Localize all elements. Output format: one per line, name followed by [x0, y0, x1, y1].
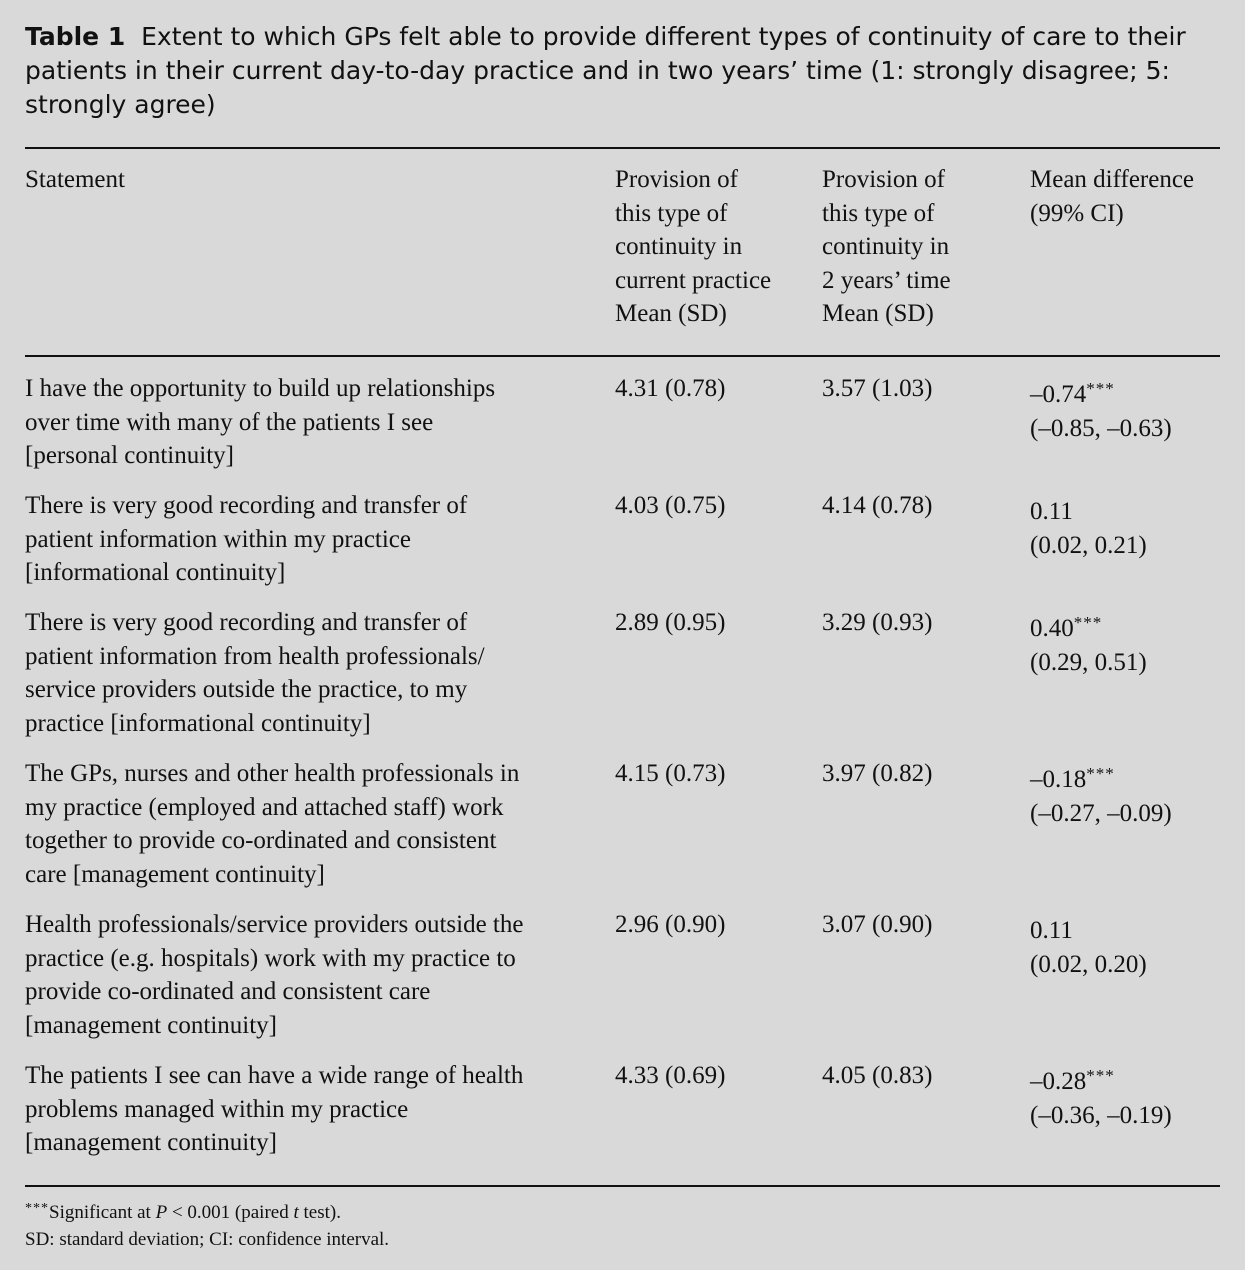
- row-4-sig-marker: ***: [1086, 764, 1115, 783]
- row-1-future: 3.57 (1.03): [822, 375, 933, 402]
- footnote-significance: [25, 1195, 1220, 1226]
- footnote-sig-end: test).: [298, 1202, 341, 1223]
- row-5-current: 2.96 (0.90): [615, 911, 726, 938]
- table-caption-text: Extent to which GPs felt able to provide different types of continuity of care to their patients in their current day-to-day practice and in two years’ time (1: strongly disagree; 5: strongly agree): [25, 22, 1186, 119]
- row-3-ci: (0.29, 0.51): [1030, 648, 1147, 676]
- row-6-current: 4.33 (0.69): [615, 1062, 726, 1089]
- row-3-future: 3.29 (0.93): [822, 609, 933, 636]
- row-4-difference: [1030, 757, 1220, 830]
- header-statement: Statement: [25, 166, 125, 193]
- header-current: Provision of this type of continuity in current practice Mean (SD): [615, 166, 772, 327]
- header-future: Provision of this type of continuity in 2 years’ time Mean (SD): [822, 166, 951, 327]
- row-4-diff-value: –0.18: [1030, 766, 1087, 793]
- row-1-diff-value: –0.74: [1030, 381, 1087, 408]
- row-6-diff-value: –0.28: [1030, 1068, 1087, 1095]
- row-4-ci: (–0.27, –0.09): [1030, 799, 1172, 827]
- row-1-ci: (–0.85, –0.63): [1030, 414, 1172, 442]
- row-2-statement: There is very good recording and transfer of patient information within my practice [informational continuity]: [25, 492, 468, 586]
- top-rule: [25, 147, 1220, 149]
- row-2-difference: [1030, 489, 1220, 562]
- table-caption: [25, 20, 1215, 122]
- row-6-ci: (–0.36, –0.19): [1030, 1101, 1172, 1129]
- row-5-ci: (0.02, 0.20): [1030, 950, 1147, 978]
- row-4-future: 3.97 (0.82): [822, 760, 933, 787]
- row-5-statement: Health professionals/service providers outside the practice (e.g. hospitals) work with my practice to provide co-ordinated and consistent care [management continuity]: [25, 911, 524, 1039]
- footnote-p-symbol: P: [155, 1202, 168, 1223]
- row-6-statement: The patients I see can have a wide range of health problems managed within my practice [management continuity]: [25, 1062, 524, 1156]
- row-3-sig-marker: ***: [1073, 613, 1103, 632]
- row-4-current: 4.15 (0.73): [615, 760, 726, 787]
- row-5-future: 3.07 (0.90): [822, 911, 933, 938]
- row-3-diff-value: 0.40: [1030, 615, 1074, 642]
- footnote-sig-marker: ***: [25, 1201, 49, 1216]
- table-label: Table 1: [25, 22, 126, 51]
- bottom-rule: [25, 1185, 1220, 1187]
- header-rule: [25, 355, 1220, 357]
- row-1-statement: I have the opportunity to build up relationships over time with many of the patients I see [personal continuity]: [25, 375, 496, 469]
- row-3-statement: There is very good recording and transfer of patient information from health professionals/ service providers outside the practice, to my practice [informational continuity]: [25, 609, 485, 737]
- row-6-difference: [1030, 1059, 1220, 1132]
- footnote-t-symbol: t: [293, 1202, 299, 1223]
- footnote-abbreviations: SD: standard deviation; CI: confidence interval.: [25, 1229, 390, 1250]
- row-1-sig-marker: ***: [1086, 379, 1115, 398]
- row-2-diff-value: 0.11: [1030, 498, 1073, 525]
- row-2-current: 4.03 (0.75): [615, 492, 726, 519]
- row-2-future: 4.14 (0.78): [822, 492, 933, 519]
- row-3-current: 2.89 (0.95): [615, 609, 726, 636]
- row-2-ci: (0.02, 0.21): [1030, 531, 1147, 559]
- row-4-statement: The GPs, nurses and other health professionals in my practice (employed and attached staff) work together to provide co-ordinated and consistent care [management continuity]: [25, 760, 520, 888]
- footnote-sig-text: Significant at: [49, 1202, 156, 1223]
- row-6-future: 4.05 (0.83): [822, 1062, 933, 1089]
- header-difference: Mean difference (99% CI): [1030, 166, 1195, 227]
- row-1-current: 4.31 (0.78): [615, 375, 726, 402]
- table-footnotes: [25, 1195, 1220, 1253]
- footnote-sig-threshold: < 0.001 (paired: [167, 1202, 294, 1223]
- row-6-sig-marker: ***: [1086, 1066, 1115, 1085]
- row-5-difference: [1030, 908, 1220, 981]
- row-5-diff-value: 0.11: [1030, 917, 1073, 944]
- row-3-difference: [1030, 606, 1220, 679]
- row-1-difference: [1030, 372, 1220, 445]
